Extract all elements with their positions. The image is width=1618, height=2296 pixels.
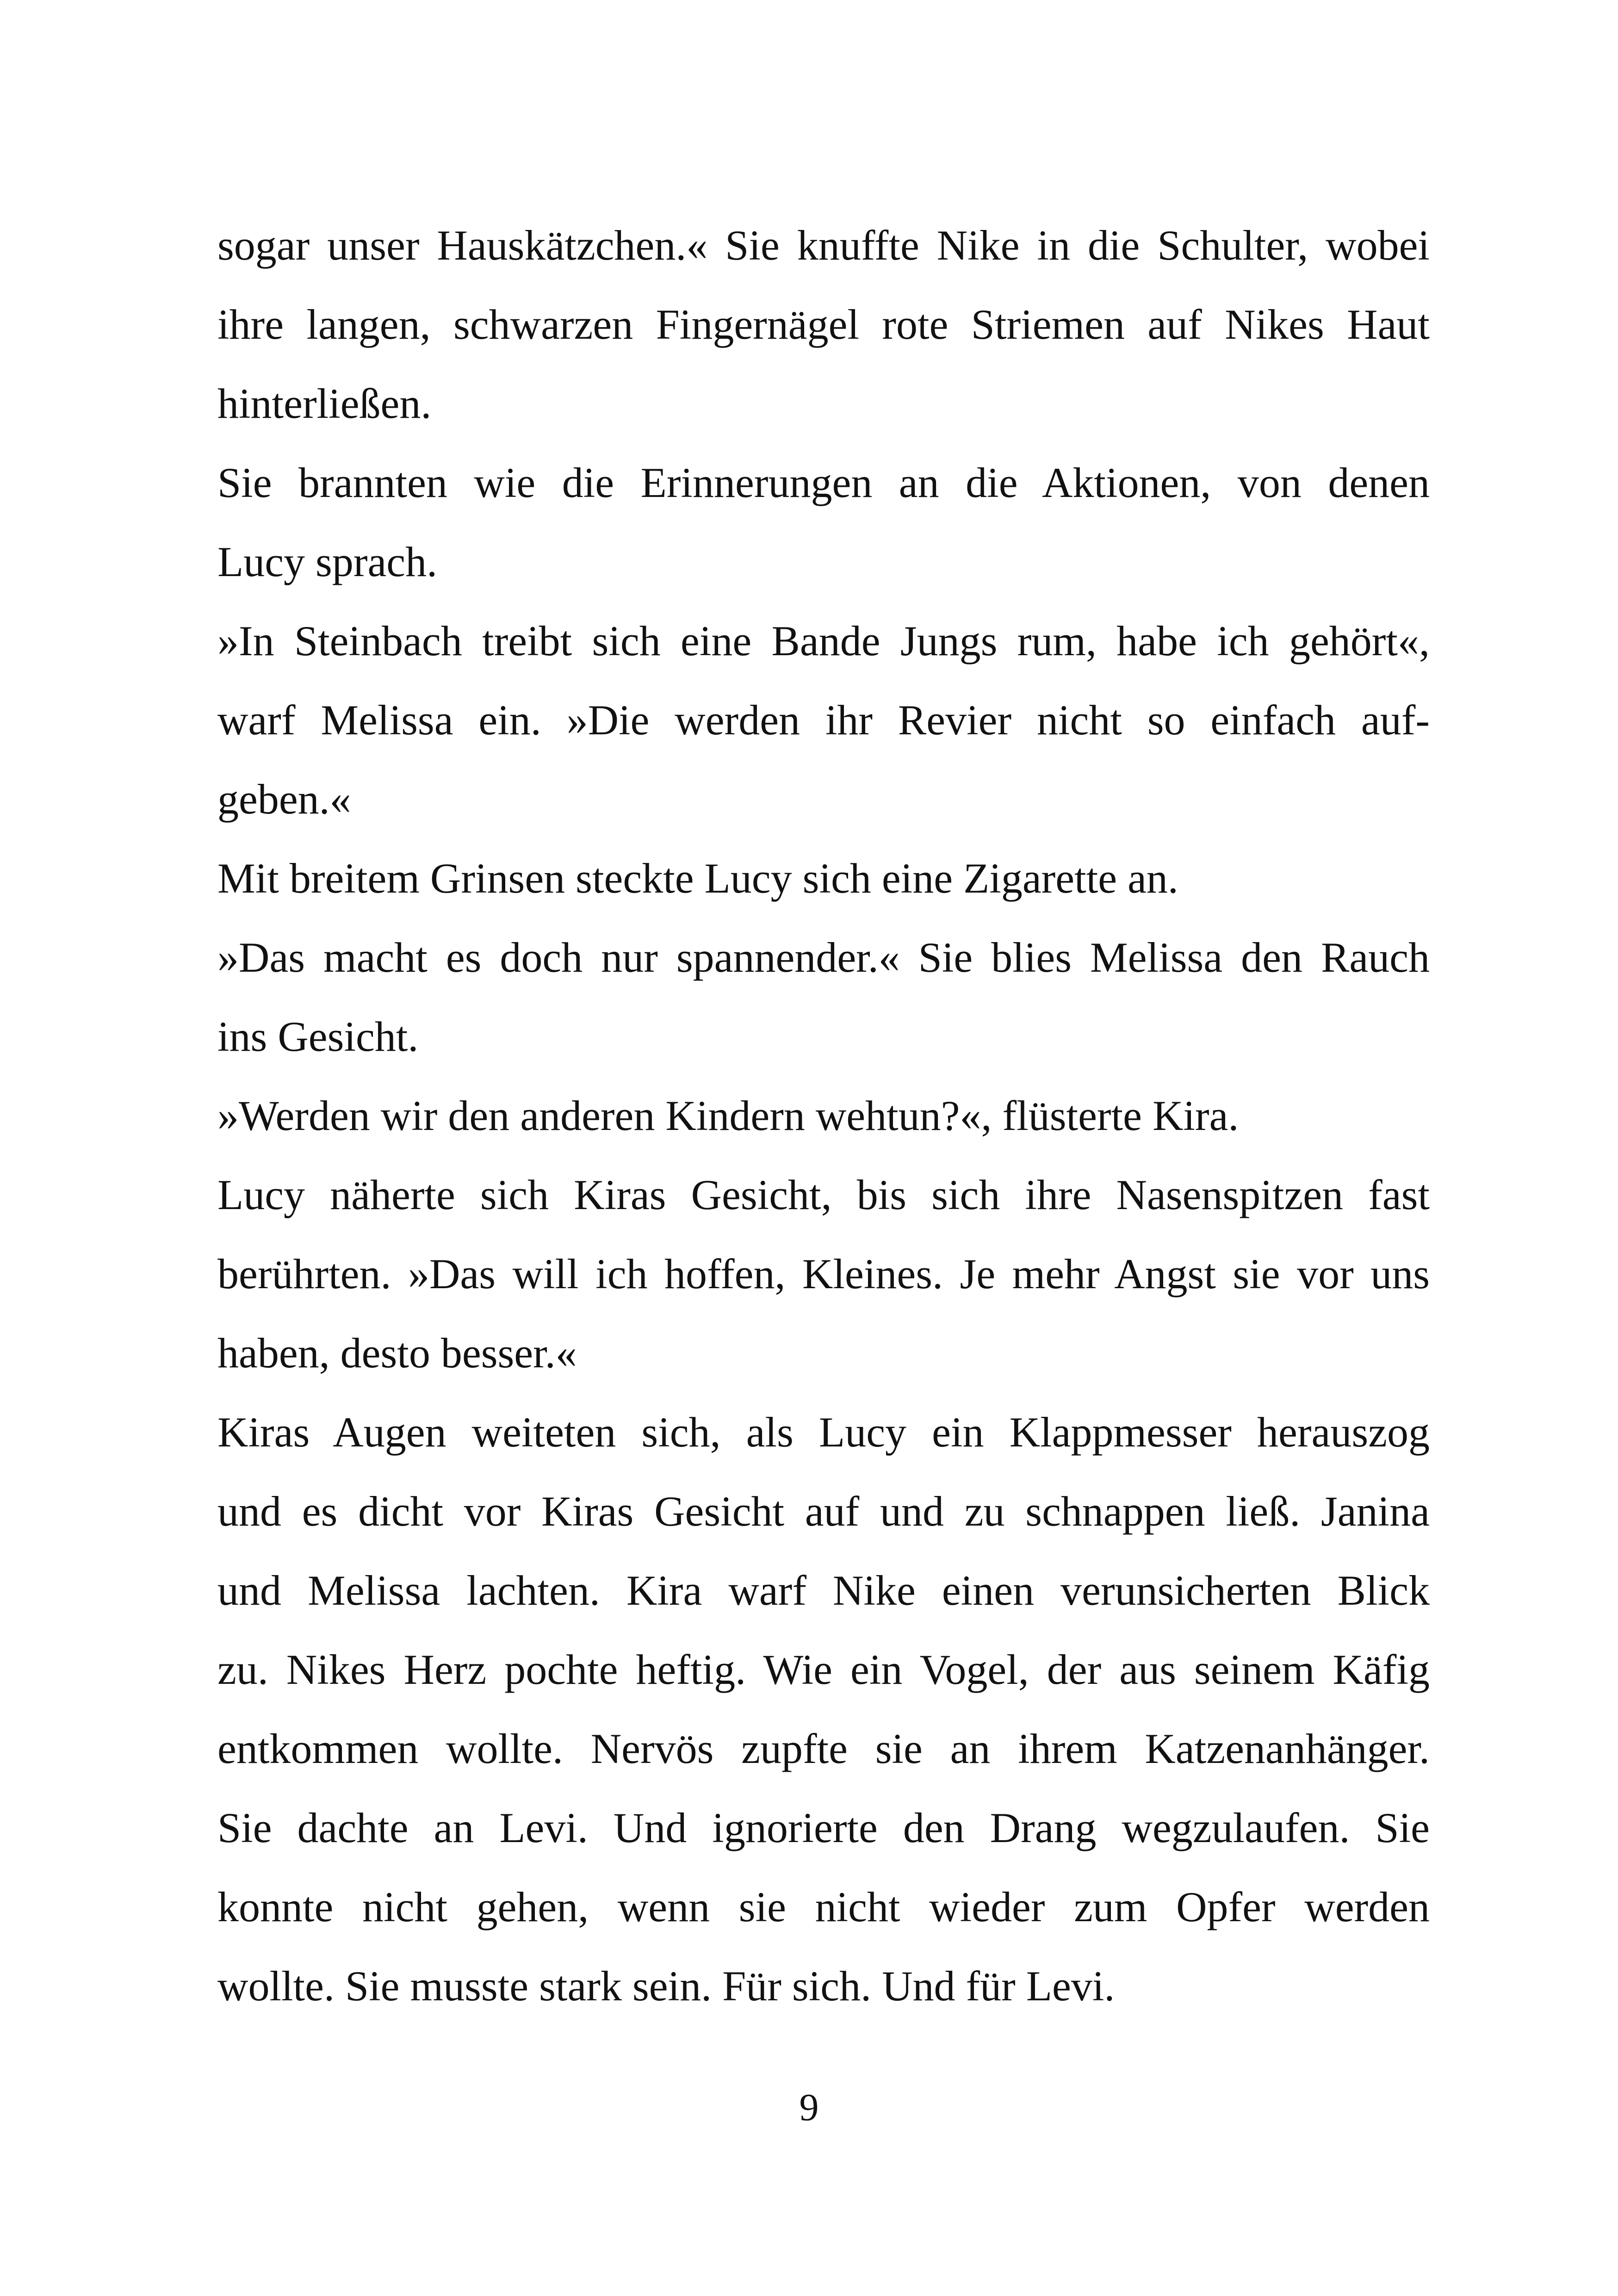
text-line: »Werden wir den anderen Kindern wehtun?«, flüsterte Kira. — [217, 1092, 1239, 1139]
text-line: ins Gesicht. — [217, 1013, 419, 1060]
text-line: berührten. »Das will ich hoffen, Kleines. Je mehr Angst sie vor uns — [217, 1250, 1430, 1297]
text-line: entkommen wollte. Nervös zupfte sie an ihrem Katzenanhänger. — [217, 1725, 1430, 1772]
text-line: Kiras Augen weiteten sich, als Lucy ein Klappmesser herauszog — [217, 1409, 1430, 1456]
text-line: geben.« — [217, 776, 351, 823]
text-line: konnte nicht gehen, wenn sie nicht wieder zum Opfer werden — [217, 1883, 1430, 1930]
text-line: und Melissa lachten. Kira warf Nike einen verunsicherten Blick — [217, 1567, 1430, 1614]
page-number: 9 — [799, 2086, 819, 2129]
text-line: hinterließen. — [217, 380, 432, 427]
text-line: Mit breitem Grinsen steckte Lucy sich eine Zigarette an. — [217, 855, 1178, 902]
text-line: zu. Nikes Herz pochte heftig. Wie ein Vogel, der aus seinem Käfig — [217, 1646, 1430, 1693]
text-line: und es dicht vor Kiras Gesicht auf und zu schnappen ließ. Janina — [217, 1488, 1430, 1535]
text-line: ihre langen, schwarzen Fingernägel rote Striemen auf Nikes Haut — [217, 301, 1430, 348]
text-line: »In Steinbach treibt sich eine Bande Jungs rum, habe ich gehört«, — [217, 617, 1430, 664]
text-line: wollte. Sie musste stark sein. Für sich. Und für Levi. — [217, 1962, 1115, 2010]
text-line: Sie dachte an Levi. Und ignorierte den Drang wegzulaufen. Sie — [217, 1804, 1430, 1851]
body-text — [217, 206, 1430, 2026]
text-line: haben, desto besser.« — [217, 1329, 577, 1377]
text-line: warf Melissa ein. »Die werden ihr Revier nicht so einfach auf- — [217, 696, 1430, 744]
text-line: Sie brannten wie die Erinnerungen an die Aktionen, von denen — [217, 459, 1430, 506]
text-line: sogar unser Hauskätzchen.« Sie knuffte Nike in die Schulter, wobei — [217, 222, 1430, 269]
text-line: Lucy näherte sich Kiras Gesicht, bis sich ihre Nasenspitzen fast — [217, 1171, 1430, 1218]
text-line: »Das macht es doch nur spannender.« Sie blies Melissa den Rauch — [217, 934, 1430, 981]
text-line: Lucy sprach. — [217, 538, 438, 585]
